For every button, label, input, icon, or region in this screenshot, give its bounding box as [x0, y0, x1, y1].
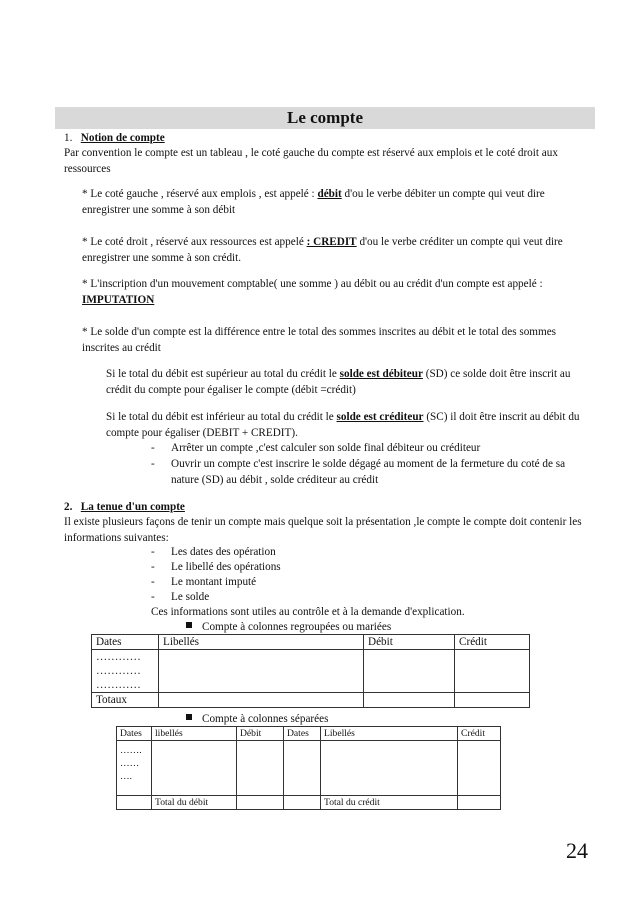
- section1-intro: Par convention le compte est un tableau , le coté gauche du compte est réservé aux emplois et le coté droit aux ressources: [64, 147, 558, 175]
- col-header-libelles-left: libellés: [152, 727, 237, 741]
- total-debit-cell: Total du débit: [152, 796, 237, 810]
- dash-marker: -: [151, 546, 155, 558]
- col-header-debit: Débit: [364, 635, 455, 650]
- table-footer-row: [92, 693, 530, 708]
- info-note: Ces informations sont utiles au contrôle et à la demande d'explication.: [151, 606, 465, 618]
- term-imputation: IMPUTATION: [82, 293, 155, 306]
- total-credit-cell: Total du crédit: [321, 796, 458, 810]
- dash-item-arreter: Arrêter un compte ,c'est calculer son solde final débiteur ou créditeur: [171, 442, 481, 454]
- square-bullet-icon: [186, 714, 192, 720]
- list-item-libelle: Le libellé des opérations: [171, 561, 281, 573]
- bullet-debit: * Le coté gauche , réservé aux emplois , est appelé : débit d'ou le verbe débiter un compte qui veut dire enregistrer une somme à son débit: [82, 188, 545, 216]
- section1-title: Notion de compte: [80, 132, 165, 144]
- section2-intro: Il existe plusieurs façons de tenir un compte mais quelque soit la présentation ,le compte le compte doit contenir les informations suivantes:: [64, 516, 582, 544]
- libelles-cell: [159, 650, 364, 693]
- dash-marker: -: [151, 458, 155, 470]
- term-debit: débit: [317, 188, 342, 200]
- bullet-imputation: * L'inscription d'un mouvement comptable( une somme ) au débit ou au crédit d'un compte est appelé : IMPUTATION: [82, 278, 543, 306]
- list-item-solde: Le solde: [171, 591, 210, 603]
- term-solde-debiteur: solde est débiteur: [339, 368, 423, 380]
- col-header-dates-left: Dates: [117, 727, 152, 741]
- dash-marker: -: [151, 442, 155, 454]
- col-header-credit: Crédit: [455, 635, 530, 650]
- term-credit: : CREDIT: [306, 236, 357, 248]
- table-colonnes-regroupees: [91, 634, 530, 708]
- solde-crediteur-para: Si le total du débit est inférieur au total du crédit le solde est créditeur (SC) il doit être inscrit au débit du compte pour égaliser (DEBIT + CREDIT).: [106, 411, 580, 439]
- list-item-montant: Le montant imputé: [171, 576, 257, 588]
- dash-marker: -: [151, 561, 155, 573]
- solde-debiteur-para: Si le total du débit est supérieur au total du crédit le solde est débiteur (SD) ce solde doit être inscrit au crédit du compte pour égaliser le compte (débit =crédit): [106, 368, 571, 396]
- square-bullet-icon: [186, 622, 192, 628]
- section2-title: La tenue d'un compte: [80, 501, 185, 513]
- page-number: 24: [566, 838, 588, 863]
- list-item-dates: Les dates des opération: [171, 546, 276, 558]
- col-header-debit: Débit: [237, 727, 284, 741]
- col-header-libelles: Libellés: [159, 635, 364, 650]
- section1-number: 1.: [64, 132, 73, 144]
- totaux-cell: Totaux: [92, 693, 159, 708]
- col-header-libelles-right: Libellés: [321, 727, 458, 741]
- debit-cell: [364, 650, 455, 693]
- term-solde-crediteur: solde est créditeur: [336, 411, 424, 423]
- bullet-colonnes-separees: Compte à colonnes séparées: [186, 712, 328, 728]
- bullet-solde: * Le solde d'un compte est la différence entre le total des sommes inscrites au débit et le total des sommes inscrites au crédit: [82, 326, 557, 354]
- bullet-colonnes-regroupees: Compte à colonnes regroupées ou mariées: [186, 620, 391, 636]
- title-band: [55, 107, 595, 129]
- table-header-row: [117, 727, 501, 741]
- dash-marker: -: [151, 591, 155, 603]
- section2-heading: [64, 500, 185, 516]
- col-header-credit: Crédit: [458, 727, 501, 741]
- col-header-dates-right: Dates: [284, 727, 321, 741]
- page-title: Le compte: [286, 108, 363, 127]
- table-header-row: [92, 635, 530, 650]
- table-colonnes-separees: [116, 726, 501, 810]
- credit-cell: [455, 650, 530, 693]
- col-header-dates: Dates: [92, 635, 159, 650]
- bullet-credit: * Le coté droit , réservé aux ressources est appelé : CREDIT d'ou le verbe créditer un compte qui veut dire enregistrer une somme à son crédit.: [82, 236, 563, 264]
- table-footer-row: [117, 796, 501, 810]
- section2-number: 2.: [64, 501, 73, 513]
- dash-marker: -: [151, 576, 155, 588]
- table-row: [92, 650, 530, 693]
- dash-item-ouvrir: Ouvrir un compte c'est inscrire le solde dégagé au moment de la fermeture du coté de sa nature (SD) au débit , solde créditeur au crédit: [171, 458, 566, 486]
- table-row: [117, 741, 501, 796]
- dates-cell: ………… ………… …………: [92, 650, 159, 693]
- section1-heading: [64, 131, 165, 147]
- dates-cell: ……. …… ….: [117, 741, 152, 796]
